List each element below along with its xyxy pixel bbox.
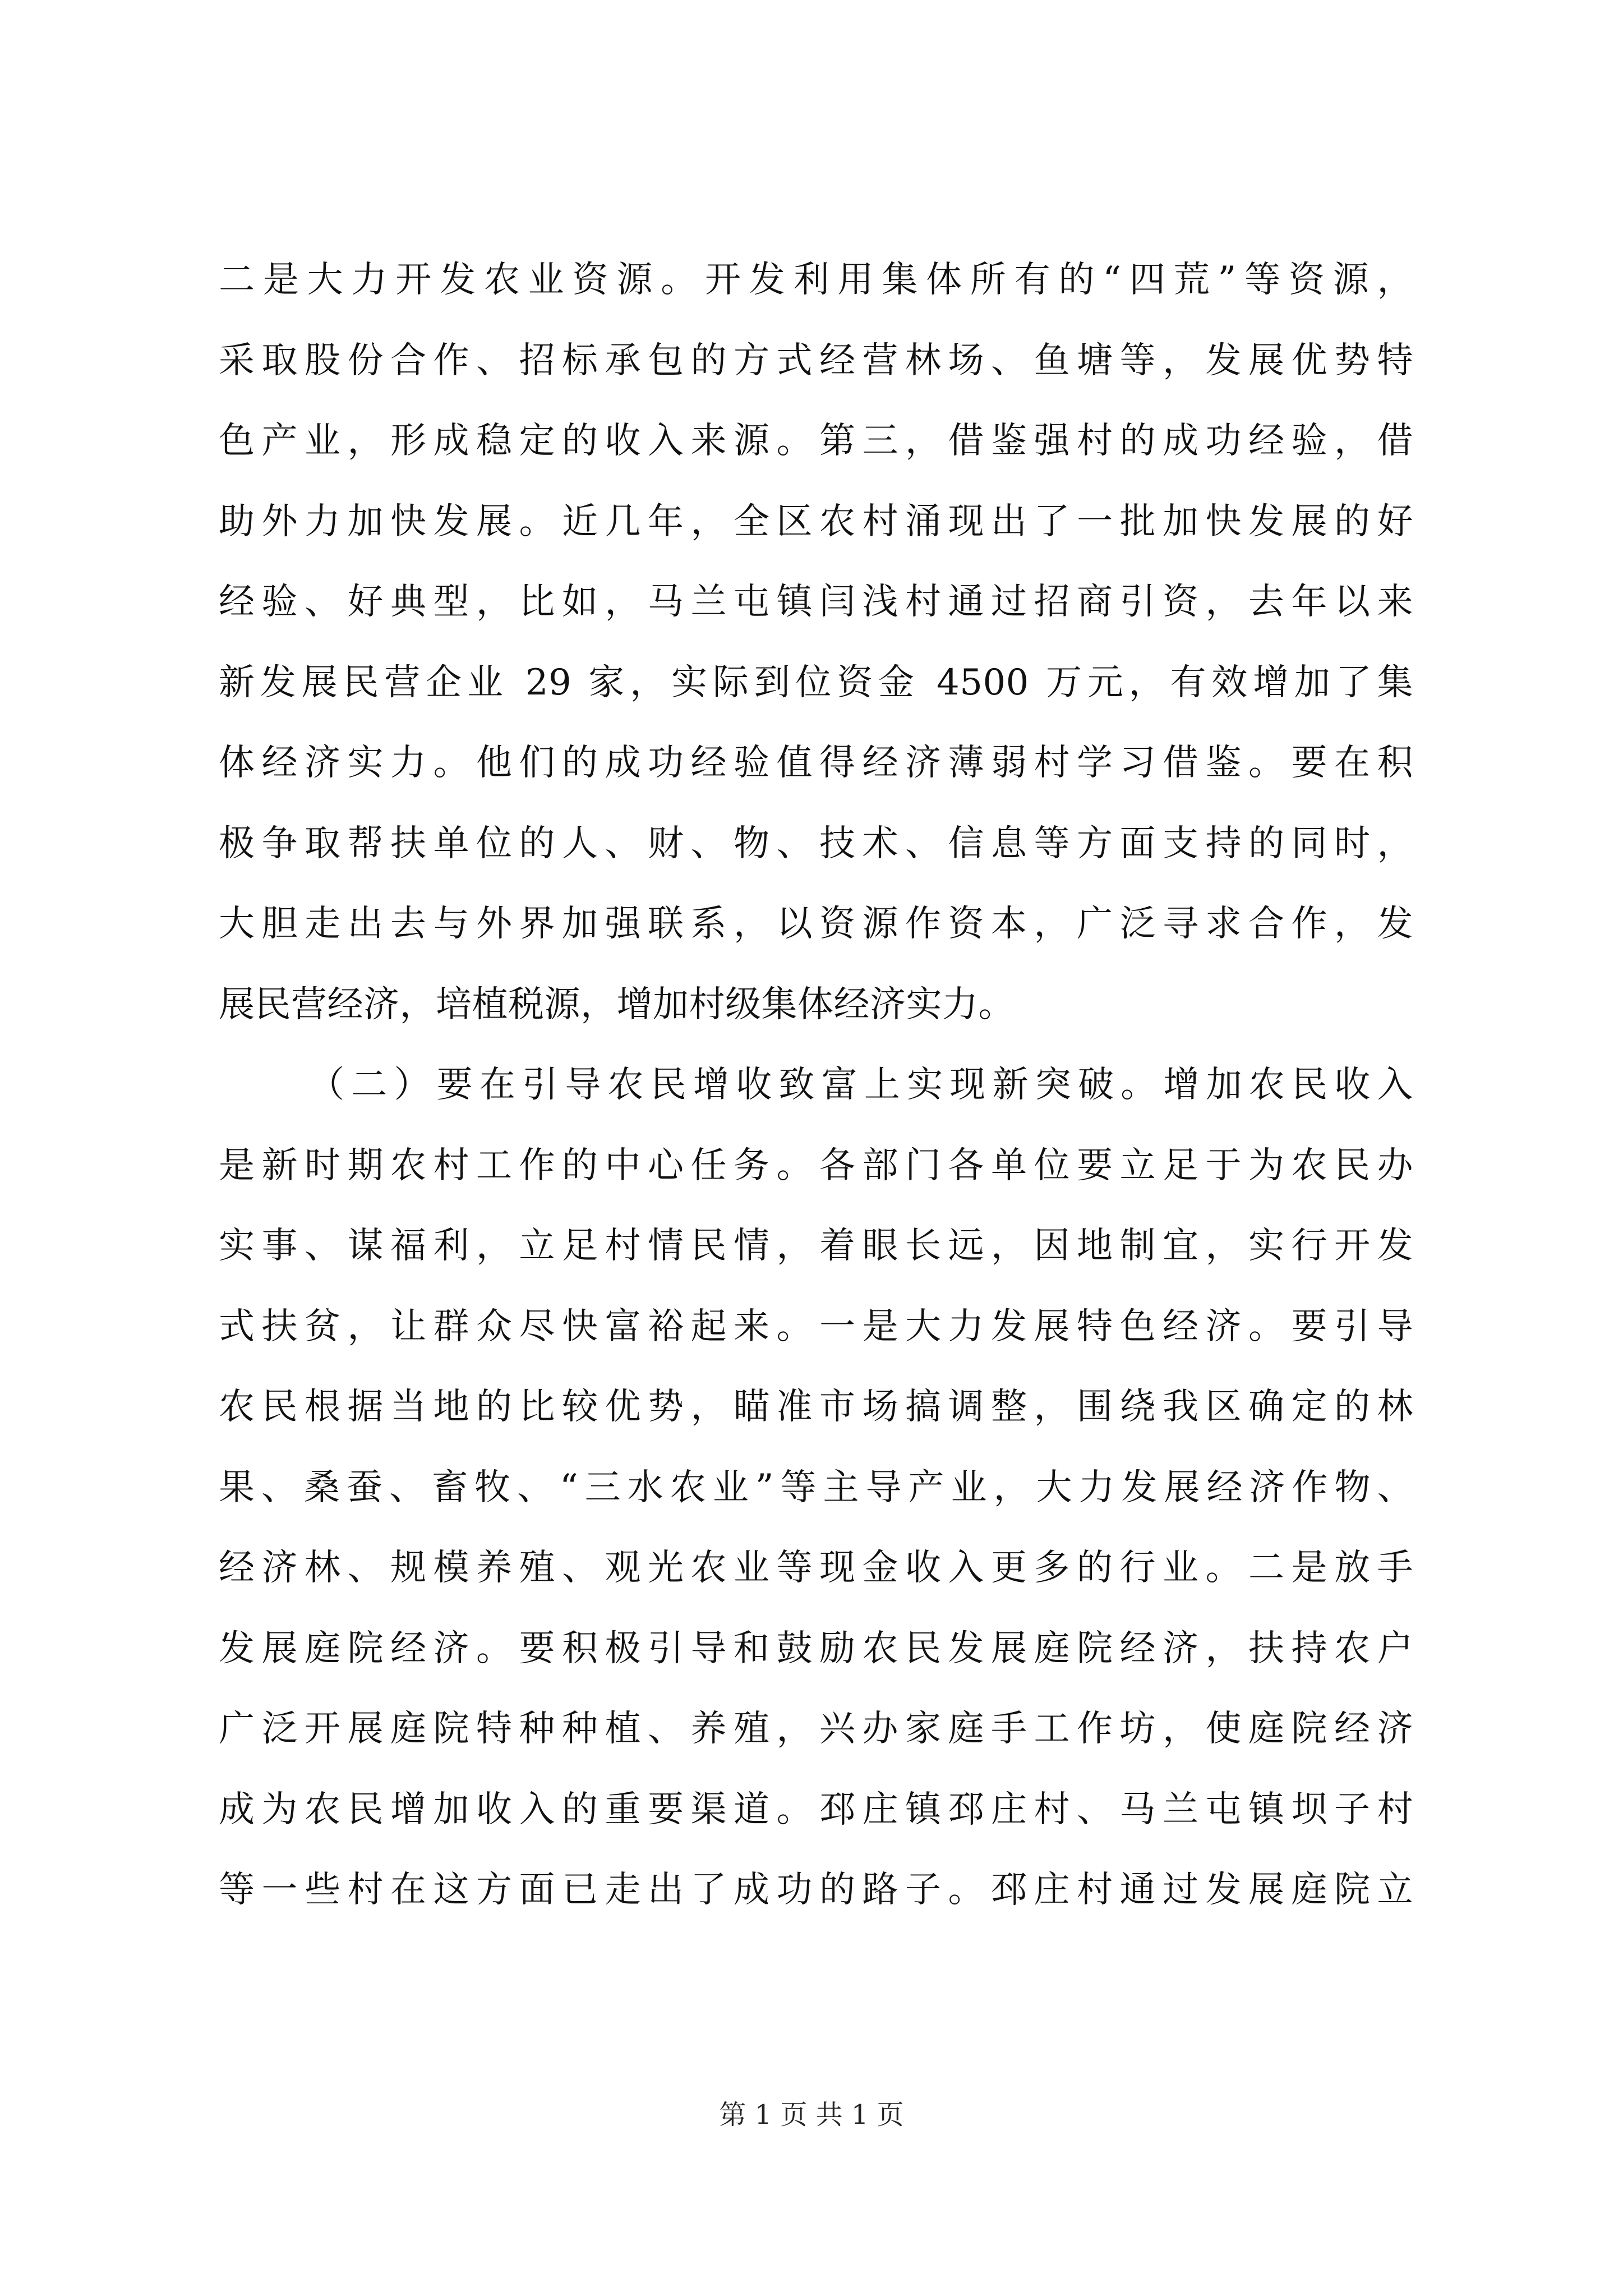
- paragraph-heading-line: （二）要在引导农民增收致富上实现新突破。增加农民收入: [308, 1064, 1413, 1106]
- page-footer: [0, 2092, 1623, 2137]
- text-line: 色产业，形成稳定的收入来源。第三，借鉴强村的成功经验，借: [219, 420, 1413, 462]
- text-line: 新发展民营企业 29 家，实际到位资金 4500 万元，有效增加了集: [219, 661, 1413, 703]
- text-line: 是新时期农村工作的中心任务。各部门各单位要立足于为农民办: [219, 1144, 1413, 1186]
- text-line: 采取股份合作、招标承包的方式经营林场、鱼塘等，发展优势特: [219, 339, 1413, 381]
- text-line: 助外力加快发展。近几年，全区农村涌现出了一批加快发展的好: [219, 500, 1413, 542]
- text-line: 果、桑蚕、畜牧、“三水农业”等主导产业，大力发展经济作物、: [219, 1466, 1413, 1508]
- text-line: 广泛开展庭院特种种植、养殖，兴办家庭手工作坊，使庭院经济: [219, 1708, 1413, 1750]
- text-line: 农民根据当地的比较优势，瞄准市场搞调整，围绕我区确定的林: [219, 1386, 1413, 1428]
- text-line: 等一些村在这方面已走出了成功的路子。邳庄村通过发展庭院立: [219, 1869, 1413, 1911]
- body-text: [219, 240, 1413, 1931]
- text-line: 经验、好典型，比如，马兰屯镇闫浅村通过招商引资，去年以来: [219, 581, 1413, 623]
- text-line: 体经济实力。他们的成功经验值得经济薄弱村学习借鉴。要在积: [219, 742, 1413, 784]
- text-line: 经济林、规模养殖、观光农业等现金收入更多的行业。二是放手: [219, 1547, 1413, 1589]
- page-number-label: 第 1 页 共 1 页: [719, 2099, 904, 2131]
- text-line: 展民营经济，培植税源，增加村级集体经济实力。: [219, 983, 1015, 1025]
- text-line: 大胆走出去与外界加强联系，以资源作资本，广泛寻求合作，发: [219, 903, 1413, 945]
- text-line: 式扶贫，让群众尽快富裕起来。一是大力发展特色经济。要引导: [219, 1305, 1413, 1347]
- text-line: 发展庭院经济。要积极引导和鼓励农民发展庭院经济，扶持农户: [219, 1627, 1413, 1669]
- text-line: 实事、谋福利，立足村情民情，着眼长远，因地制宜，实行开发: [219, 1225, 1413, 1267]
- text-line: 成为农民增加收入的重要渠道。邳庄镇邳庄村、马兰屯镇坝子村: [219, 1788, 1413, 1830]
- text-line: 极争取帮扶单位的人、财、物、技术、信息等方面支持的同时，: [219, 822, 1413, 864]
- text-line: 二是大力开发农业资源。开发利用集体所有的“四荒”等资源，: [219, 259, 1413, 301]
